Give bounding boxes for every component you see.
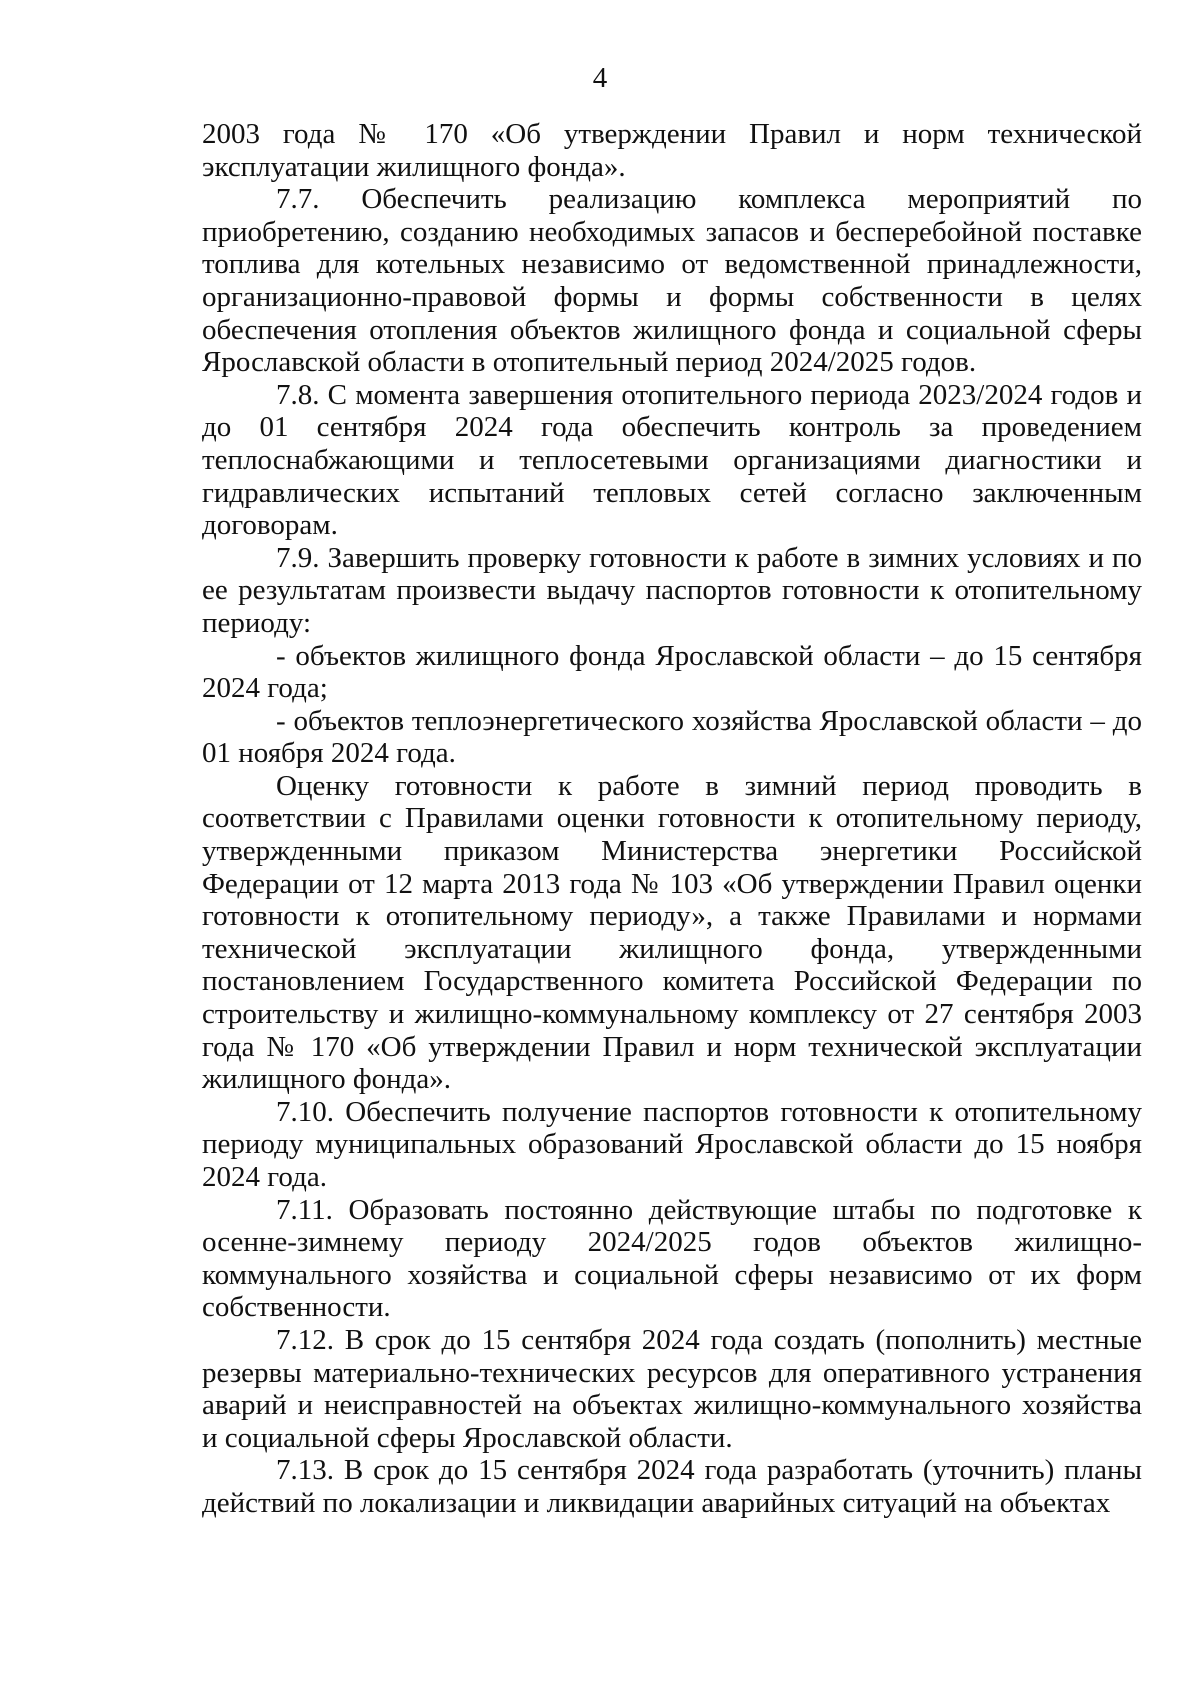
paragraph-7-9: 7.9. Завершить проверку готовности к работе в зимних условиях и по ее результатам произвести выдачу паспортов готовности к отопительному периоду: (202, 541, 1142, 639)
paragraph-7-10: 7.10. Обеспечить получение паспортов готовности к отопительному периоду муниципальных образований Ярославской области до 15 ноября 2024 года. (202, 1095, 1142, 1193)
paragraph-continuation: 2003 года № 170 «Об утверждении Правил и норм технической эксплуатации жилищного фонда». (202, 118, 1142, 183)
paragraph-7-12: 7.12. В срок до 15 сентября 2024 года создать (пополнить) местные резервы материально-технических ресурсов для оперативного устранения аварий и неисправностей на объектах жилищно-коммунального хозяйства и социальной сферы Ярославской области. (202, 1323, 1142, 1454)
paragraph-7-11: 7.11. Образовать постоянно действующие штабы по подготовке к осенне-зимнему периоду 2024/2025 годов объектов жилищно-коммунального хозяйства и социальной сферы независимо от их форм собственности. (202, 1193, 1142, 1324)
paragraph-7-7: 7.7. Обеспечить реализацию комплекса мероприятий по приобретению, созданию необходимых запасов и бесперебойной поставке топлива для котельных независимо от ведомственной принадлежности, организационно-правовой формы и формы собственности в целях обеспечения отопления объектов жилищного фонда и социальной сферы Ярославской области в отопительный период 2024/2025 годов. (202, 183, 1142, 379)
paragraph-readiness-assessment: Оценку готовности к работе в зимний период проводить в соответствии с Правилами оценки готовности к отопительному периоду, утвержденными приказом Министерства энергетики Российской Федерации от 12 марта 2013 года № 103 «Об утверждении Правил оценки готовности к отопительному периоду», а также Правилами и нормами технической эксплуатации жилищного фонда, утвержденными постановлением Государственного комитета Российской Федерации по строительству и жилищно-коммунальному комплексу от 27 сентября 2003 года № 170 «Об утверждении Правил и норм технической эксплуатации жилищного фонда». (202, 769, 1142, 1096)
document-body (202, 118, 1142, 1520)
list-item-housing-fund: - объектов жилищного фонда Ярославской области – до 15 сентября 2024 года; (202, 639, 1142, 705)
page-number: 4 (592, 62, 608, 94)
paragraph-7-13: 7.13. В срок до 15 сентября 2024 года разработать (уточнить) планы действий по локализации и ликвидации аварийных ситуаций на объектах (202, 1454, 1142, 1519)
paragraph-7-8: 7.8. С момента завершения отопительного периода 2023/2024 годов и до 01 сентября 2024 года обеспечить контроль за проведением теплоснабжающими и теплосетевыми организациями диагностики и гидравлических испытаний тепловых сетей согласно заключенным договорам. (202, 378, 1142, 542)
list-item-heat-power: - объектов теплоэнергетического хозяйства Ярославской области – до 01 ноября 2024 года. (202, 704, 1142, 770)
